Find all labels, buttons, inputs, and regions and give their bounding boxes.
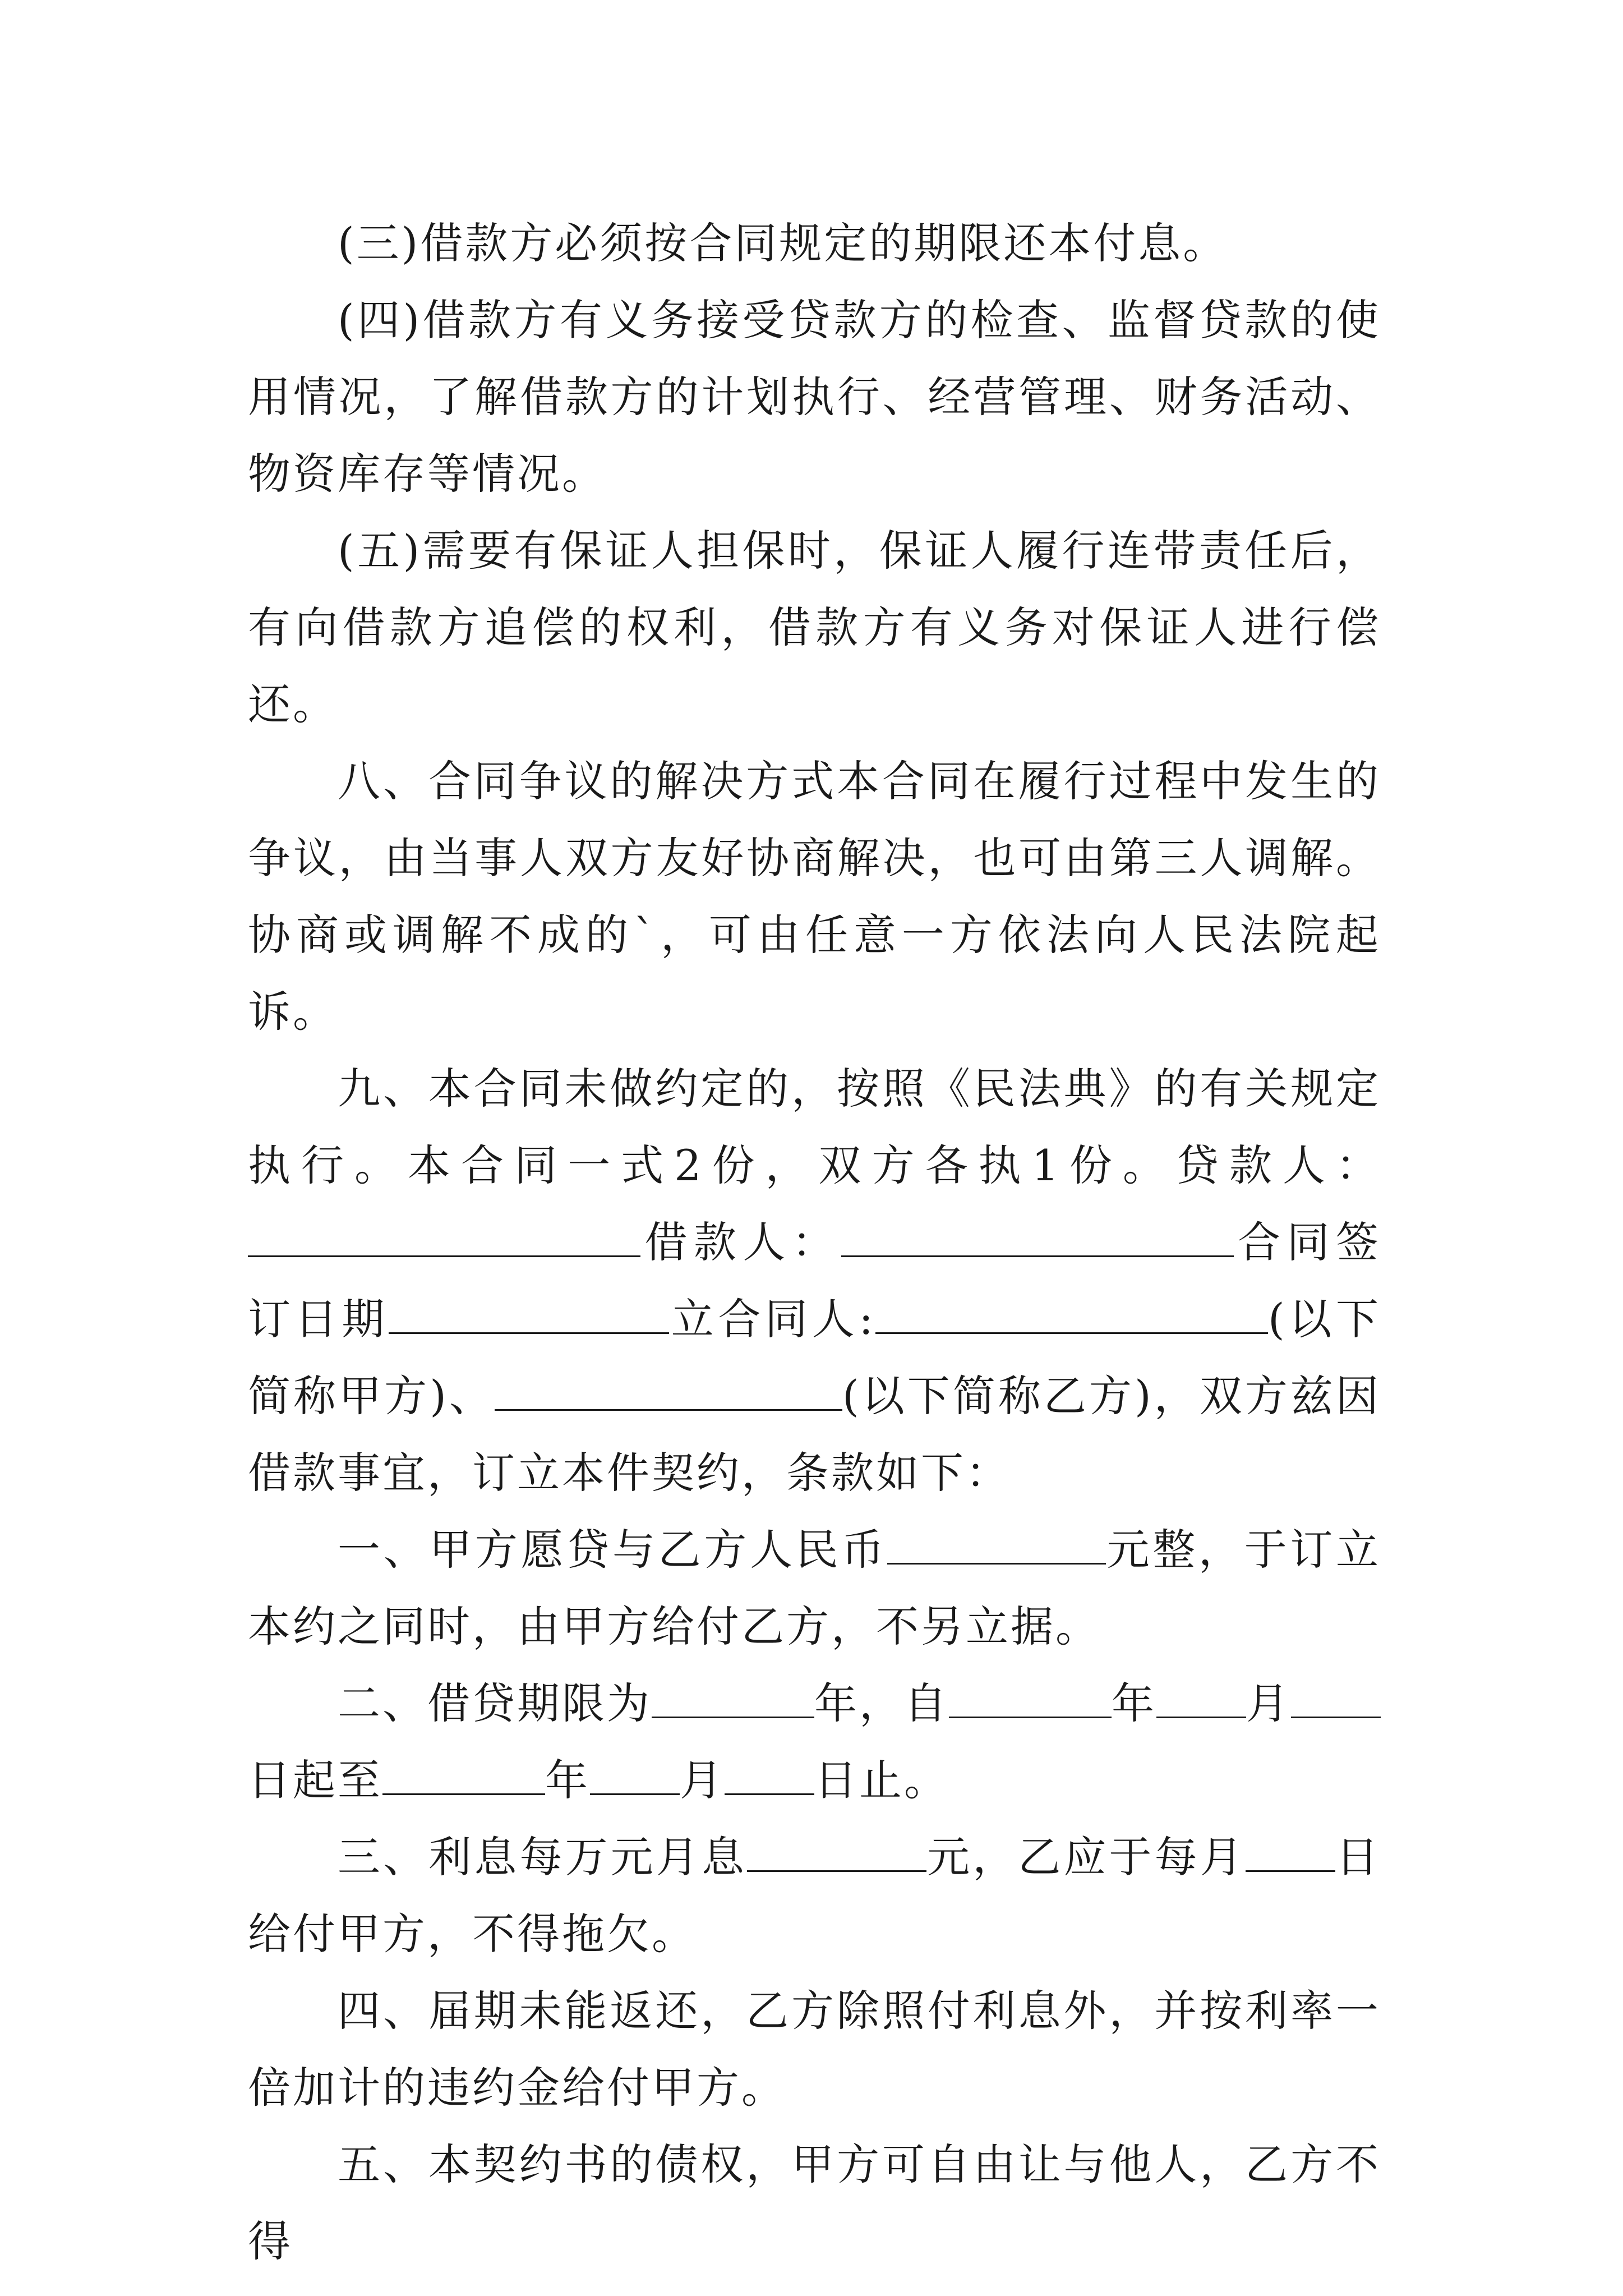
paragraph-text: 三、利息每万元月息 [338, 1832, 747, 1882]
end-year-blank [382, 1757, 545, 1795]
paragraph-text: 九、本合同未做约定的，按照《民法典》的有关规定执行。本合同一式2份，双方各执1份。贷款人： [248, 1064, 1381, 1190]
borrower-blank [841, 1220, 1234, 1257]
party-a-suffix: (以下简称甲方)、 [248, 1294, 1381, 1421]
paragraph-repayment-obligation [248, 205, 1381, 282]
paragraph-text: 元整，于订立本约之同时，由甲方给付乙方，不另立据。 [248, 1525, 1381, 1651]
start-day-blank [1291, 1681, 1381, 1718]
paragraph-inspection-obligation [248, 282, 1381, 512]
loan-amount-blank [887, 1527, 1106, 1565]
interest-amount-blank [747, 1834, 926, 1872]
start-month-blank [1156, 1681, 1246, 1718]
paragraph-text: (四)借款方有义务接受贷款方的检查、监督贷款的使用情况，了解借款方的计划执行、经营管理、财务活动、物资库存等情况。 [248, 295, 1381, 499]
paragraph-text: 二、借贷期限为 [338, 1678, 652, 1728]
paragraph-text: 年 [545, 1755, 590, 1805]
paragraph-text: 年 [1112, 1678, 1156, 1728]
paragraph-text: 年，自 [814, 1678, 949, 1728]
lender-blank [248, 1220, 640, 1257]
paragraph-text: (三)借款方必须按合同规定的期限还本付息。 [338, 218, 1228, 268]
end-month-blank [590, 1757, 680, 1795]
paragraph-penalty [248, 1972, 1381, 2126]
paragraph-text: 一、甲方愿贷与乙方人民币 [338, 1525, 887, 1575]
party-b-blank [495, 1373, 842, 1411]
document-body [248, 205, 1381, 2280]
start-year-blank [949, 1681, 1112, 1718]
paragraph-text: 四、届期未能返还，乙方除照付利息外，并按利率一倍加计的违约金给付甲方。 [248, 1986, 1381, 2113]
signing-date-label: 合同签订日期 [248, 1217, 1381, 1344]
paragraph-text: 日给付甲方，不得拖欠。 [248, 1832, 1381, 1959]
contract-party-label: 立合同人: [669, 1294, 876, 1344]
borrower-label: 借款人： [640, 1217, 841, 1267]
party-a-blank [875, 1296, 1268, 1334]
paragraph-text: 日起至 [248, 1755, 382, 1805]
paragraph-debt-transfer [248, 2126, 1381, 2280]
paragraph-text: 五、本契约书的债权，甲方可自由让与他人，乙方不得 [248, 2139, 1381, 2266]
paragraph-text: 月 [680, 1755, 725, 1805]
paragraph-loan-term [248, 1665, 1381, 1819]
paragraph-text: 日止。 [814, 1755, 949, 1805]
payment-day-blank [1246, 1834, 1335, 1872]
paragraph-loan-amount [248, 1511, 1381, 1665]
term-years-blank [652, 1681, 814, 1718]
paragraph-text: 月 [1246, 1678, 1291, 1728]
paragraph-dispute-resolution [248, 743, 1381, 1050]
paragraph-general-provisions [248, 1050, 1381, 1511]
paragraph-text: (以下简称乙方)，双方兹因借款事宜，订立本件契约，条款如下： [248, 1371, 1381, 1498]
paragraph-text: 八、合同争议的解决方式本合同在履行过程中发生的争议，由当事人双方友好协商解决，也可由第三人调解。协商或调解不成的`，可由任意一方依法向人民法院起诉。 [248, 756, 1381, 1037]
paragraph-guarantor-clause [248, 512, 1381, 743]
paragraph-text: (五)需要有保证人担保时，保证人履行连带责任后，有向借款方追偿的权利，借款方有义务对保证人进行偿还。 [248, 526, 1381, 729]
paragraph-text: 元，乙应于每月 [926, 1832, 1246, 1882]
signing-date-blank [389, 1296, 669, 1334]
end-day-blank [725, 1757, 814, 1795]
paragraph-interest [248, 1819, 1381, 1972]
